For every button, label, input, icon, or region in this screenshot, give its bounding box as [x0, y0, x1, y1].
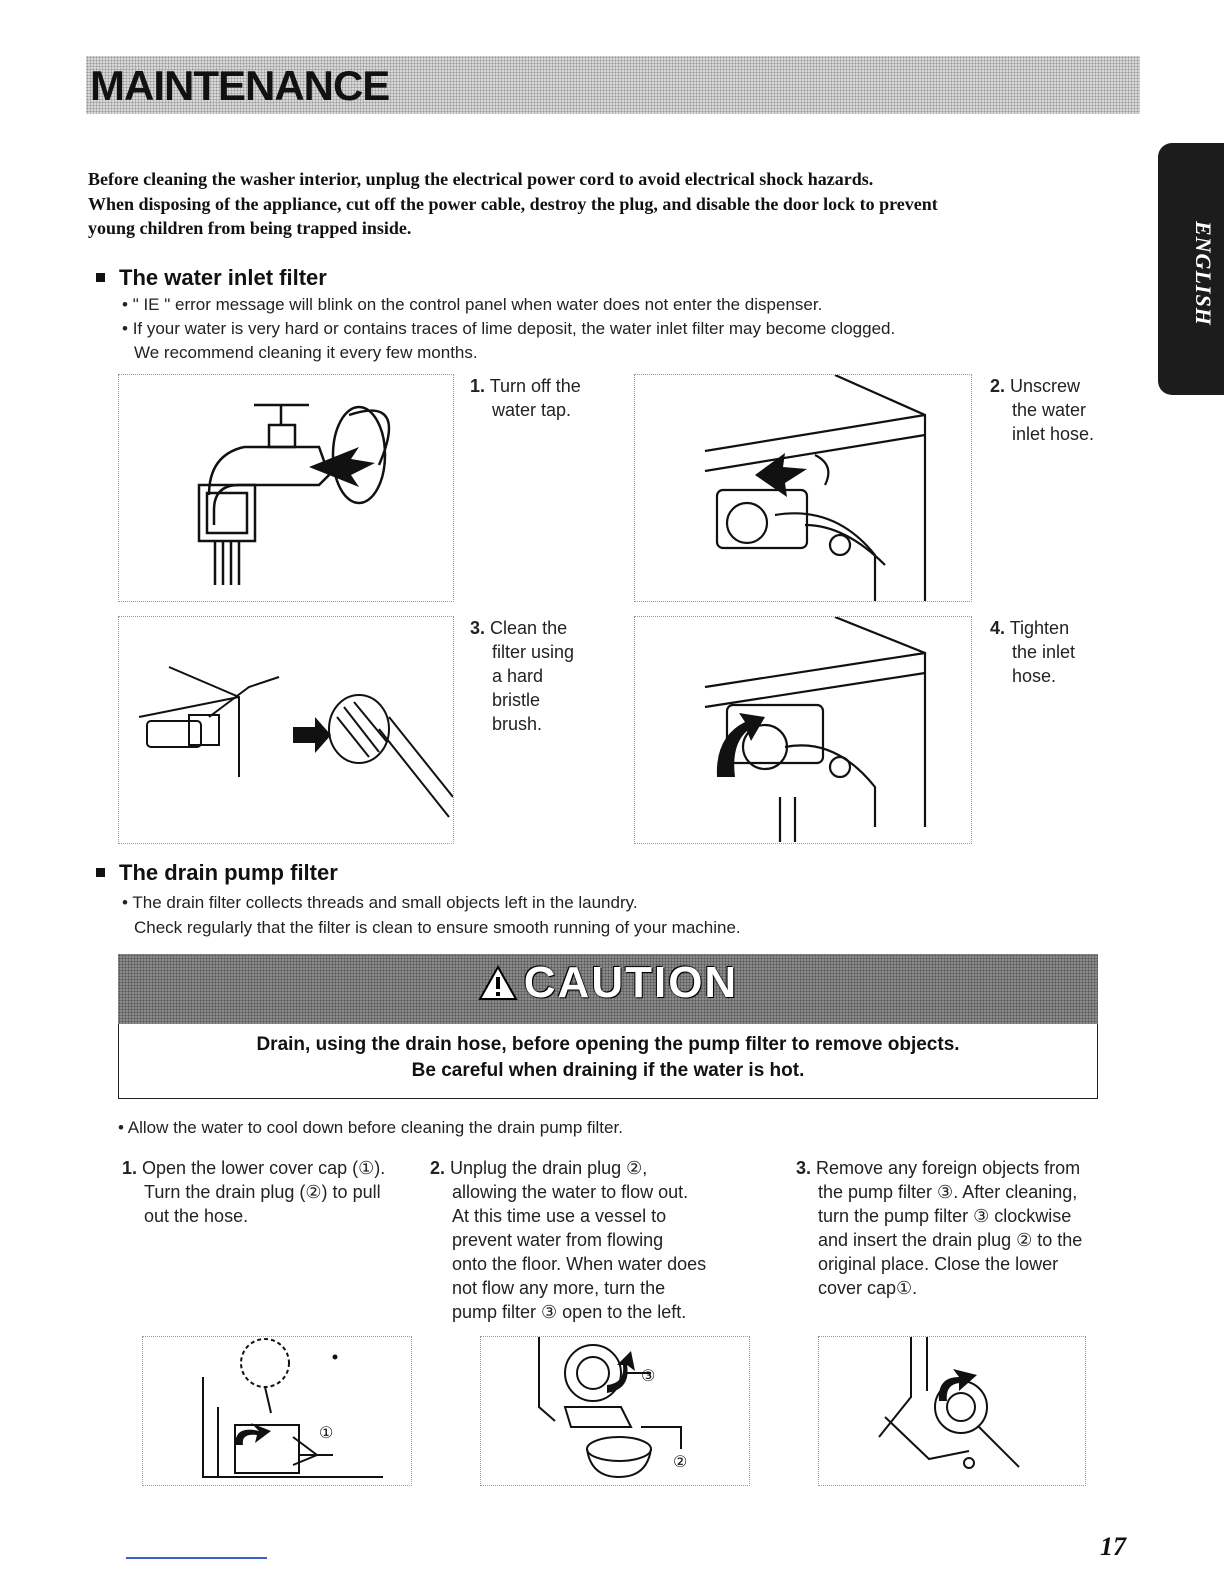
- page-title: MAINTENANCE: [90, 62, 390, 109]
- page-number: 17: [1100, 1532, 1126, 1561]
- figure-open-cover: [142, 1336, 412, 1486]
- pump-illustration: [819, 1337, 1085, 1485]
- language-tab-label: ENGLISH: [1191, 220, 1216, 326]
- inlet-bullet: • " IE " error message will blink on the control panel when water does not enter the dispenser.: [122, 295, 823, 314]
- footer-rule: [126, 1557, 267, 1559]
- callout-3: ③: [641, 1368, 656, 1385]
- square-bullet-icon: [96, 868, 105, 877]
- warning-line: young children from being trapped inside.: [88, 218, 412, 238]
- unscrew-illustration: [635, 375, 971, 601]
- figure-tighten-hose: [634, 616, 972, 844]
- tighten-illustration: [635, 617, 971, 843]
- drain-bullet: • The drain filter collects threads and small objects left in the laundry.: [122, 893, 638, 912]
- section-title-drain: The drain pump filter: [96, 860, 338, 886]
- arrow-icon: [293, 717, 331, 753]
- callout-2: ②: [673, 1454, 688, 1471]
- inlet-step-4: 4. Tighten the inlet hose.: [990, 618, 1076, 686]
- faucet-illustration: [119, 375, 453, 601]
- figure-unscrew-hose: [634, 374, 972, 602]
- arrow-icon: [235, 1423, 271, 1445]
- callout-1: ①: [319, 1425, 334, 1442]
- figure-clean-filter: [118, 616, 454, 844]
- inlet-step-3: 3. Clean the filter using a hard bristle brush.: [470, 618, 575, 734]
- section-title-inlet: The water inlet filter: [96, 265, 327, 291]
- warning-line: Before cleaning the washer interior, unplug the electrical power cord to avoid electrical shock hazards.: [88, 169, 874, 189]
- figure-water-tap: [118, 374, 454, 602]
- drain-step-1: 1. Open the lower cover cap (①). Turn the drain plug (②) to pull out the hose.: [122, 1158, 386, 1226]
- square-bullet-icon: [96, 273, 105, 282]
- warning-line: When disposing of the appliance, cut off the power cable, destroy the plug, and disable the door lock to prevent: [88, 194, 938, 214]
- brush-illustration: [119, 617, 453, 843]
- cool-down-note: • Allow the water to cool down before cleaning the drain pump filter.: [118, 1118, 623, 1137]
- inlet-step-1: 1. Turn off the water tap.: [470, 376, 581, 420]
- caution-line: Drain, using the drain hose, before opening the pump filter to remove objects.: [256, 1034, 960, 1055]
- figure-clean-pump: [818, 1336, 1086, 1486]
- drain-step-2: 2. Unplug the drain plug ②, allowing the water to flow out. At this time use a vessel to prevent water from flowing onto the floor. When water does not flow any more, turn the pump filter ③ open to the left.: [430, 1158, 707, 1322]
- drain-step-3: 3. Remove any foreign objects from the pump filter ③. After cleaning, turn the pump filter ③ clockwise and insert the drain plug ② to the original place. Close the lower cover cap①.: [796, 1158, 1083, 1298]
- arrow-icon: [309, 447, 375, 487]
- inlet-bullet: • If your water is very hard or contains traces of lime deposit, the water inlet filter may become clogged.: [122, 319, 896, 338]
- inlet-step-2: 2. Unscrew the water inlet hose.: [990, 376, 1095, 444]
- figure-unplug-drain: [480, 1336, 750, 1486]
- caution-line: Be careful when draining if the water is hot.: [411, 1060, 805, 1081]
- cover-illustration: [143, 1337, 411, 1485]
- drain-illustration: [481, 1337, 749, 1485]
- drain-note: Check regularly that the filter is clean to ensure smooth running of your machine.: [134, 918, 741, 937]
- caution-title: CAUTION: [118, 958, 1098, 1008]
- warning-triangle-icon: [478, 965, 518, 1001]
- inlet-note: We recommend cleaning it every few months.: [134, 343, 478, 362]
